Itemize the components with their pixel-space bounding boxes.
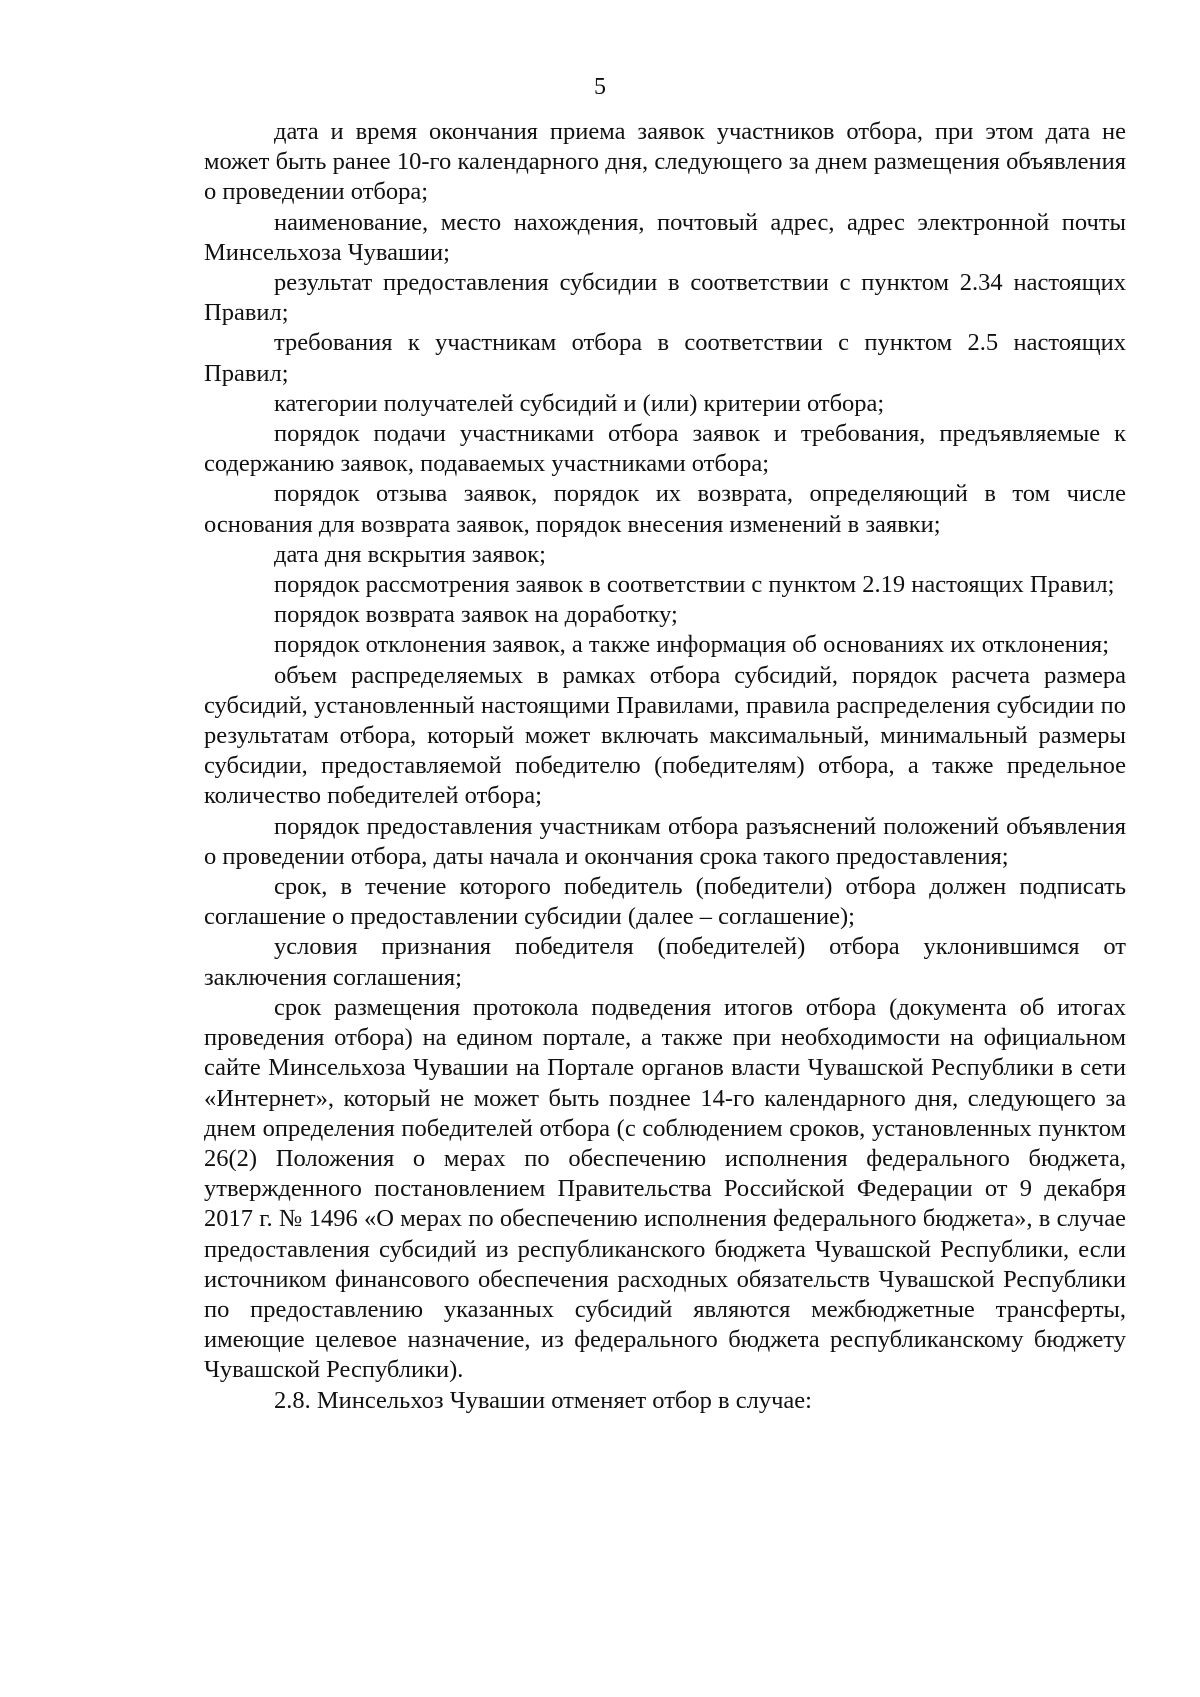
paragraph: наименование, место нахождения, почтовый адрес, адрес электронной почты Минсельхоза Чувашии; — [204, 208, 1126, 266]
paragraph: объем распределяемых в рамках отбора субсидий, порядок расчета размера субсидий, установленный настоящими Правилами, правила распределения субсидии по результатам отбора, который может включать максимальный, минимальный размеры субсидии, предоставляемой победителю (победителям) отбора, а также предельное количество победителей отбора; — [204, 661, 1126, 810]
page-number: 5 — [594, 74, 606, 100]
paragraph: порядок отклонения заявок, а также информация об основаниях их отклонения; — [274, 631, 1110, 659]
paragraph: порядок предоставления участникам отбора разъяснений положений объявления о проведении отбора, даты начала и окончания срока такого предоставления; — [204, 812, 1126, 870]
paragraph: результат предоставления субсидии в соответствии с пунктом 2.34 настоящих Правил; — [204, 269, 1126, 327]
paragraph: порядок рассмотрения заявок в соответствии с пунктом 2.19 настоящих Правил; — [274, 571, 1115, 599]
paragraph: дата дня вскрытия заявок; — [274, 540, 546, 568]
paragraph: порядок отзыва заявок, порядок их возврата, определяющий в том числе основания для возврата заявок, порядок внесения изменений в заявки; — [204, 480, 1126, 538]
paragraph: требования к участникам отбора в соответствии с пунктом 2.5 настоящих Правил; — [204, 329, 1126, 387]
paragraph: порядок подачи участниками отбора заявок и требования, предъявляемые к содержанию заявок, подаваемых участниками отбора; — [204, 420, 1126, 478]
paragraph: срок размещения протокола подведения итогов отбора (документа об итогах проведения отбора) на едином портале, а также при необходимости на официальном сайте Минсельхоза Чувашии на Портале органов власти Чувашской Республики в сети «Интернет», который не может быть позднее 14-го календарного дня, следующего за днем определения победителей отбора (с соблюдением сроков, установленных пунктом 26(2) Положения о мерах по обеспечению исполнения федерального бюджета, утвержденного постановлением Правительства Российской Федерации от 9 декабря 2017 г. № 1496 «О мерах по обеспечению исполнения федерального бюджета», в случае предоставления субсидий из республиканского бюджета Чувашской Республики, если источником финансового обеспечения расходных обязательств Чувашской Республики по предоставлению указанных субсидий являются межбюджетные трансферты, имеющие целевое назначение, из федерального бюджета республиканскому бюджету Чувашской Республики). — [204, 993, 1126, 1384]
paragraph: условия признания победителя (победителей) отбора уклонившимся от заключения соглашения; — [204, 933, 1126, 991]
paragraph: порядок возврата заявок на доработку; — [274, 601, 678, 629]
paragraph: срок, в течение которого победитель (победители) отбора должен подписать соглашение о предоставлении субсидии (далее – соглашение); — [204, 873, 1126, 931]
section-paragraph-2-8: 2.8. Минсельхоз Чувашии отменяет отбор в случае: — [274, 1386, 812, 1414]
document-body — [204, 117, 1126, 1416]
paragraph: дата и время окончания приема заявок участников отбора, при этом дата не может быть ранее 10-го календарного дня, следующего за днем размещения объявления о проведении отбора; — [204, 118, 1126, 206]
paragraph: категории получателей субсидий и (или) критерии отбора; — [274, 389, 885, 417]
